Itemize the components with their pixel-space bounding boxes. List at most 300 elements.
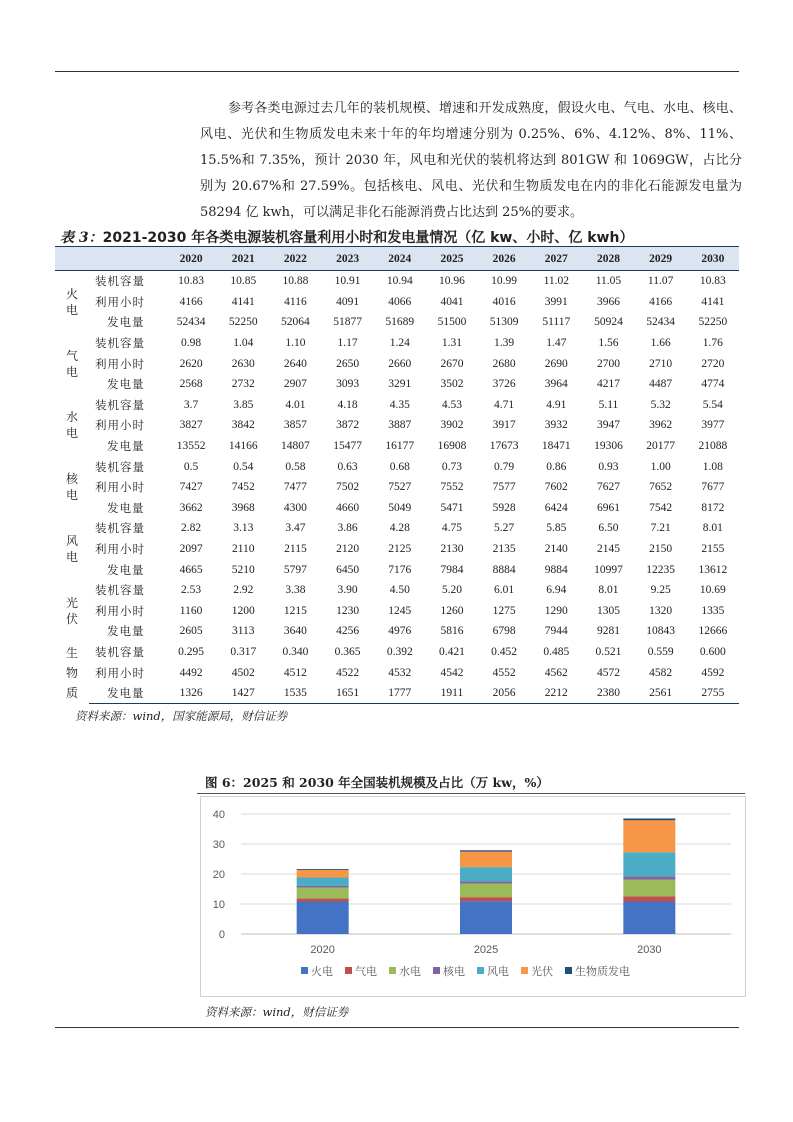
table-cell: 7627 <box>596 481 620 494</box>
table-cell: 7502 <box>336 481 360 494</box>
table-cell: 1200 <box>231 604 255 617</box>
metric-label: 发电量 <box>107 502 145 515</box>
table-cell: 51877 <box>333 316 362 329</box>
metric-label: 利用小时 <box>95 544 145 557</box>
table-cell: 14166 <box>228 440 258 453</box>
group-label: 风 电 <box>65 534 78 565</box>
table-cell: 4.71 <box>494 398 515 411</box>
table-cell: 0.58 <box>285 460 306 473</box>
group-label: 核 电 <box>65 472 78 503</box>
table-cell: 8.01 <box>598 584 619 597</box>
table-cell: 4522 <box>336 666 360 679</box>
year-header: 2024 <box>374 247 426 271</box>
table-cell: 10.85 <box>230 275 257 288</box>
metric-label: 装机容量 <box>95 461 145 474</box>
table-cell: 14807 <box>281 440 310 453</box>
legend-label: 水电 <box>399 966 421 978</box>
metric-label: 利用小时 <box>95 420 145 433</box>
table-cell: 3.38 <box>285 584 306 597</box>
table-cell: 2640 <box>283 357 307 370</box>
metric-label: 发电量 <box>107 317 145 330</box>
table-cell: 4.91 <box>546 398 567 411</box>
table-cell: 5816 <box>440 625 464 638</box>
legend-label: 气电 <box>355 966 377 978</box>
x-tick-label: 2030 <box>637 944 662 956</box>
table-cell: 3827 <box>179 419 203 432</box>
table-cell: 5049 <box>388 501 412 514</box>
legend-swatch <box>433 967 440 974</box>
table-cell: 7577 <box>492 481 516 494</box>
table-cell: 5.27 <box>494 522 515 535</box>
group-label: 光 伏 <box>65 595 78 626</box>
table-cell: 21088 <box>698 440 728 453</box>
table-cell: 52250 <box>698 316 728 329</box>
table-cell: 1.00 <box>650 460 671 473</box>
legend-swatch <box>301 967 308 974</box>
table-cell: 52250 <box>228 316 258 329</box>
table-cell: 4.01 <box>285 398 306 411</box>
legend-swatch <box>521 967 528 974</box>
table-cell: 7984 <box>440 563 464 576</box>
table-cell: 0.63 <box>337 460 358 473</box>
table-row <box>55 539 739 560</box>
group-label: 生 物 质 <box>65 645 78 700</box>
table-cell: 51689 <box>385 316 415 329</box>
metric-label: 装机容量 <box>95 338 145 351</box>
bar-segment <box>623 876 675 879</box>
metric-label: 装机容量 <box>95 276 145 289</box>
table-cell: 2907 <box>283 378 307 391</box>
y-tick-label: 20 <box>212 869 225 881</box>
table-cell: 0.73 <box>441 460 462 473</box>
bar-segment <box>297 899 349 902</box>
table-cell: 3966 <box>596 295 620 308</box>
table-row <box>55 477 739 498</box>
table-cell: 2732 <box>231 378 255 391</box>
table-row <box>55 683 739 704</box>
bar-segment <box>460 884 512 898</box>
metric-label: 利用小时 <box>95 667 145 680</box>
header-rule <box>55 71 739 72</box>
table-cell: 2125 <box>388 543 412 556</box>
table-cell: 5928 <box>492 501 516 514</box>
table-cell: 1215 <box>283 604 307 617</box>
table-cell: 4141 <box>701 295 725 308</box>
table-cell: 1.04 <box>233 337 254 350</box>
table-cell: 3291 <box>388 378 412 391</box>
table-cell: 2630 <box>231 357 255 370</box>
table-cell: 16177 <box>385 440 415 453</box>
table-cell: 4492 <box>179 666 203 679</box>
table-cell: 0.86 <box>546 460 567 473</box>
metric-label: 装机容量 <box>95 646 145 659</box>
stacked-bar-chart <box>201 797 745 996</box>
table-cell: 4572 <box>596 666 620 679</box>
group-label: 气 电 <box>65 348 78 379</box>
metric-label: 装机容量 <box>95 523 145 536</box>
table-cell: 7552 <box>440 481 464 494</box>
table-title-text: 2021-2030 年各类电源装机容量利用小时和发电量情况（亿 kw、小时、亿 kwh） <box>102 230 634 246</box>
table-cell: 1260 <box>440 604 464 617</box>
legend-label: 生物质发电 <box>575 966 630 978</box>
figure-source: 资料来源：wind，财信证券 <box>205 1005 349 1019</box>
bar-segment <box>623 818 675 820</box>
table-cell: 9884 <box>544 563 568 576</box>
legend-label: 火电 <box>311 966 333 978</box>
table-cell: 2.53 <box>181 584 202 597</box>
table-cell: 10.83 <box>699 275 726 288</box>
table-cell: 4.50 <box>389 584 410 597</box>
bar-segment <box>297 878 349 886</box>
table-cell: 4532 <box>388 666 412 679</box>
table-cell: 0.5 <box>183 460 199 473</box>
table-cell: 4300 <box>283 501 307 514</box>
table-cell: 3113 <box>231 625 255 638</box>
table-cell: 3.86 <box>337 522 358 535</box>
table-cell: 3726 <box>492 378 516 391</box>
table-header-row <box>55 247 739 271</box>
table-cell: 4774 <box>701 378 725 391</box>
table-cell: 2568 <box>179 378 203 391</box>
table-cell: 4.53 <box>441 398 462 411</box>
table-cell: 8884 <box>492 563 516 576</box>
bar-segment <box>460 867 512 881</box>
table-cell: 2130 <box>440 543 464 556</box>
table-cell: 1160 <box>179 604 203 617</box>
table-cell: 2150 <box>649 543 673 556</box>
table-cell: 6424 <box>544 501 568 514</box>
table-cell: 17673 <box>489 440 519 453</box>
table-cell: 3.90 <box>337 584 358 597</box>
table-cell: 3932 <box>544 419 568 432</box>
table-cell: 51500 <box>437 316 467 329</box>
table-cell: 11.05 <box>595 275 622 288</box>
table-cell: 2650 <box>336 357 360 370</box>
table-cell: 4.28 <box>389 522 410 535</box>
legend-swatch <box>345 967 352 974</box>
table-header-empty <box>55 247 89 271</box>
table-cell: 3947 <box>596 419 620 432</box>
metric-label: 利用小时 <box>95 482 145 495</box>
table-cell: 4091 <box>336 295 360 308</box>
table-cell: 10.94 <box>386 275 413 288</box>
metric-label: 发电量 <box>107 441 145 454</box>
legend-swatch <box>389 967 396 974</box>
table-cell: 2097 <box>179 543 203 556</box>
table-cell: 6798 <box>492 625 516 638</box>
table-cell: 1911 <box>426 683 478 704</box>
table-cell: 6.50 <box>598 522 619 535</box>
table-cell: 4592 <box>701 666 725 679</box>
table-cell: 0.452 <box>491 645 518 658</box>
table-row <box>55 333 739 354</box>
table-cell: 2110 <box>231 543 255 556</box>
metric-label: 装机容量 <box>95 399 145 412</box>
table-cell: 51309 <box>489 316 519 329</box>
table-cell: 1.08 <box>702 460 723 473</box>
table-cell: 3977 <box>701 419 725 432</box>
table-cell: 1.24 <box>389 337 410 350</box>
table-cell: 0.485 <box>543 645 570 658</box>
year-header: 2026 <box>478 247 530 271</box>
bar-segment <box>460 852 512 868</box>
table-cell: 12235 <box>646 563 675 576</box>
table-cell: 3502 <box>440 378 464 391</box>
table-cell: 1.10 <box>285 337 306 350</box>
legend-label: 光伏 <box>531 966 553 978</box>
table-cell: 4.18 <box>337 398 358 411</box>
table-cell: 3640 <box>283 625 307 638</box>
table-cell: 2690 <box>544 357 568 370</box>
table-cell: 0.54 <box>233 460 254 473</box>
table-cell: 4552 <box>492 666 516 679</box>
table-cell: 11.02 <box>543 275 570 288</box>
table-cell: 1.39 <box>494 337 515 350</box>
group-label: 火 电 <box>65 286 78 317</box>
table-cell: 4166 <box>649 295 673 308</box>
table-cell: 3902 <box>440 419 464 432</box>
table-cell: 0.79 <box>494 460 515 473</box>
table-cell: 3991 <box>544 295 568 308</box>
table-cell: 1326 <box>165 683 217 704</box>
year-header: 2022 <box>269 247 321 271</box>
table-cell: 7944 <box>544 625 568 638</box>
table-cell: 4665 <box>179 563 203 576</box>
table-title <box>60 227 633 247</box>
table-cell: 2145 <box>596 543 620 556</box>
group-label: 水 电 <box>65 410 78 441</box>
table-cell: 3.85 <box>233 398 254 411</box>
table-cell: 4502 <box>231 666 255 679</box>
table-cell: 5.11 <box>598 398 619 411</box>
table-cell: 11.07 <box>647 275 674 288</box>
table-cell: 4.75 <box>441 522 462 535</box>
bar-segment <box>460 881 512 883</box>
table-cell: 6.01 <box>494 584 515 597</box>
table-cell: 3842 <box>231 419 255 432</box>
year-header: 2020 <box>165 247 217 271</box>
year-header: 2025 <box>426 247 478 271</box>
table-cell: 1.76 <box>702 337 723 350</box>
metric-label: 利用小时 <box>95 358 145 371</box>
table-cell: 4562 <box>544 666 568 679</box>
table-row <box>55 498 739 519</box>
table-cell: 7452 <box>231 481 255 494</box>
legend-label: 风电 <box>487 966 509 978</box>
metric-label: 发电量 <box>107 379 145 392</box>
table-cell: 5.85 <box>546 522 567 535</box>
table-cell: 1320 <box>649 604 673 617</box>
year-header: 2030 <box>687 247 739 271</box>
table-cell: 6.94 <box>546 584 567 597</box>
bar-segment <box>623 896 675 901</box>
table-cell: 16908 <box>437 440 467 453</box>
y-tick-label: 40 <box>212 809 225 821</box>
bar-segment <box>297 886 349 888</box>
metric-label: 装机容量 <box>95 585 145 598</box>
table-row <box>55 642 739 663</box>
table-cell: 0.600 <box>699 645 726 658</box>
table-cell: 1.17 <box>337 337 358 350</box>
y-tick-label: 30 <box>212 839 225 851</box>
table-cell: 4487 <box>649 378 673 391</box>
x-tick-label: 2025 <box>473 944 499 956</box>
table-cell: 0.68 <box>389 460 410 473</box>
table-cell: 10.83 <box>178 275 205 288</box>
table-cell: 0.421 <box>439 645 465 658</box>
table-cell: 19306 <box>594 440 623 453</box>
table-cell: 4660 <box>336 501 360 514</box>
table-cell: 7527 <box>388 481 412 494</box>
table-cell: 10.88 <box>282 275 309 288</box>
legend-label: 核电 <box>443 966 465 978</box>
table-cell: 52434 <box>646 316 675 329</box>
table-cell: 3662 <box>179 501 203 514</box>
table-row <box>55 559 739 580</box>
year-header: 2029 <box>635 247 687 271</box>
table-cell: 2056 <box>478 683 530 704</box>
table-cell: 5471 <box>440 501 464 514</box>
year-header: 2021 <box>217 247 269 271</box>
table-cell: 1.31 <box>441 337 462 350</box>
table-row <box>55 662 739 683</box>
table-cell: 5.54 <box>702 398 723 411</box>
table-cell: 3857 <box>283 419 307 432</box>
table-cell: 1651 <box>322 683 374 704</box>
bar-segment <box>297 870 349 878</box>
table-cell: 10.99 <box>491 275 518 288</box>
bar-segment <box>460 850 512 851</box>
legend-swatch <box>477 967 484 974</box>
table-cell: 13552 <box>176 440 206 453</box>
table-row <box>55 518 739 539</box>
table-cell: 4.35 <box>389 398 410 411</box>
table-row <box>55 271 739 292</box>
table-header-empty <box>89 247 165 271</box>
year-header: 2023 <box>322 247 374 271</box>
table-cell: 0.98 <box>181 337 202 350</box>
table-cell: 4256 <box>336 625 360 638</box>
bar-segment <box>460 897 512 901</box>
table-cell: 2380 <box>582 683 634 704</box>
body-paragraph <box>200 96 742 226</box>
table-cell: 52064 <box>281 316 310 329</box>
x-tick-label: 2020 <box>310 944 335 956</box>
table-cell: 2212 <box>530 683 582 704</box>
table-cell: 0.392 <box>386 645 413 658</box>
table-cell: 4016 <box>492 295 516 308</box>
table-row <box>55 312 739 333</box>
table-row <box>55 353 739 374</box>
figure-rule <box>197 793 745 794</box>
table-cell: 1245 <box>388 604 412 617</box>
table-cell: 4041 <box>440 295 464 308</box>
table-cell: 0.521 <box>595 645 622 658</box>
table-row <box>55 395 739 416</box>
table-cell: 1.56 <box>598 337 619 350</box>
table-cell: 2140 <box>544 543 568 556</box>
table-cell: 0.295 <box>178 645 205 658</box>
table-cell: 3887 <box>388 419 412 432</box>
table-row <box>55 292 739 313</box>
table-cell: 10.69 <box>699 584 726 597</box>
bar-segment <box>297 887 349 898</box>
table-cell: 10843 <box>646 625 675 638</box>
table-cell: 6450 <box>336 563 360 576</box>
table-cell: 3.47 <box>285 522 306 535</box>
capacity-table <box>55 246 739 704</box>
table-cell: 7.21 <box>650 522 671 535</box>
table-row <box>55 415 739 436</box>
metric-label: 利用小时 <box>95 296 145 309</box>
table-cell: 2670 <box>440 357 464 370</box>
table-cell: 2155 <box>701 543 725 556</box>
table-cell: 1.66 <box>650 337 671 350</box>
table-cell: 12666 <box>698 625 728 638</box>
table-row <box>55 456 739 477</box>
metric-label: 发电量 <box>107 564 145 577</box>
table-cell: 1305 <box>596 604 620 617</box>
table-cell: 0.93 <box>598 460 619 473</box>
table-cell: 4582 <box>649 666 673 679</box>
table-cell: 2135 <box>492 543 516 556</box>
table-cell: 7477 <box>283 481 307 494</box>
bar-segment <box>623 820 675 852</box>
table-cell: 4141 <box>231 295 255 308</box>
table-cell: 3.7 <box>183 398 199 411</box>
bar-segment <box>297 869 349 870</box>
table-cell: 1535 <box>269 683 321 704</box>
table-cell: 4976 <box>388 625 412 638</box>
year-header: 2028 <box>582 247 634 271</box>
table-cell: 1230 <box>336 604 360 617</box>
table-cell: 18471 <box>541 440 571 453</box>
table-cell: 10997 <box>594 563 623 576</box>
table-cell: 1335 <box>701 604 725 617</box>
table-row <box>55 374 739 395</box>
table-cell: 4066 <box>388 295 412 308</box>
table-cell: 5797 <box>283 563 307 576</box>
table-cell: 10.96 <box>439 275 465 288</box>
table-cell: 0.317 <box>230 645 257 658</box>
paragraph-text: 参考各类电源过去几年的装机规模、增速和开发成熟度，假设火电、气电、水电、核电、风电、光伏和生物质发电未来十年的年均增速分别为 0.25%、6%、4.12%、8%、11%、15.5%和 7.35%，预计 2030 年，风电和光伏的装机将达到 801GW 和 1069GW，占比分别为 20.67%和 27.59%。包括核电、风电、光伏和生物质发电在内的非化石能源发电量为 58294 亿 kwh，可以满足非化石能源消费占比达到 25%的要求。 <box>200 101 742 220</box>
bar-segment <box>297 902 349 934</box>
table-cell: 3917 <box>492 419 516 432</box>
table-source: 资料来源：wind，国家能源局，财信证券 <box>75 709 288 723</box>
table-cell: 2680 <box>492 357 516 370</box>
bar-segment <box>623 902 675 934</box>
bar-segment <box>623 880 675 897</box>
table-cell: 8.01 <box>702 522 723 535</box>
table-cell: 2561 <box>635 683 687 704</box>
table-cell: 4512 <box>283 666 307 679</box>
bar-segment <box>460 901 512 934</box>
bar-segment <box>623 852 675 876</box>
y-tick-label: 10 <box>212 899 225 911</box>
table-cell: 4542 <box>440 666 464 679</box>
table-cell: 9.25 <box>650 584 671 597</box>
figure-title: 图 6：2025 和 2030 年全国装机规模及占比（万 kw，%） <box>205 775 549 790</box>
table-cell: 20177 <box>646 440 675 453</box>
table-cell: 2620 <box>179 357 203 370</box>
table-cell: 2.92 <box>233 584 254 597</box>
metric-label: 利用小时 <box>95 605 145 618</box>
table-cell: 3962 <box>649 419 673 432</box>
table-cell: 0.340 <box>282 645 309 658</box>
table-cell: 7427 <box>179 481 203 494</box>
table-cell: 0.559 <box>647 645 674 658</box>
table-cell: 2605 <box>179 625 203 638</box>
